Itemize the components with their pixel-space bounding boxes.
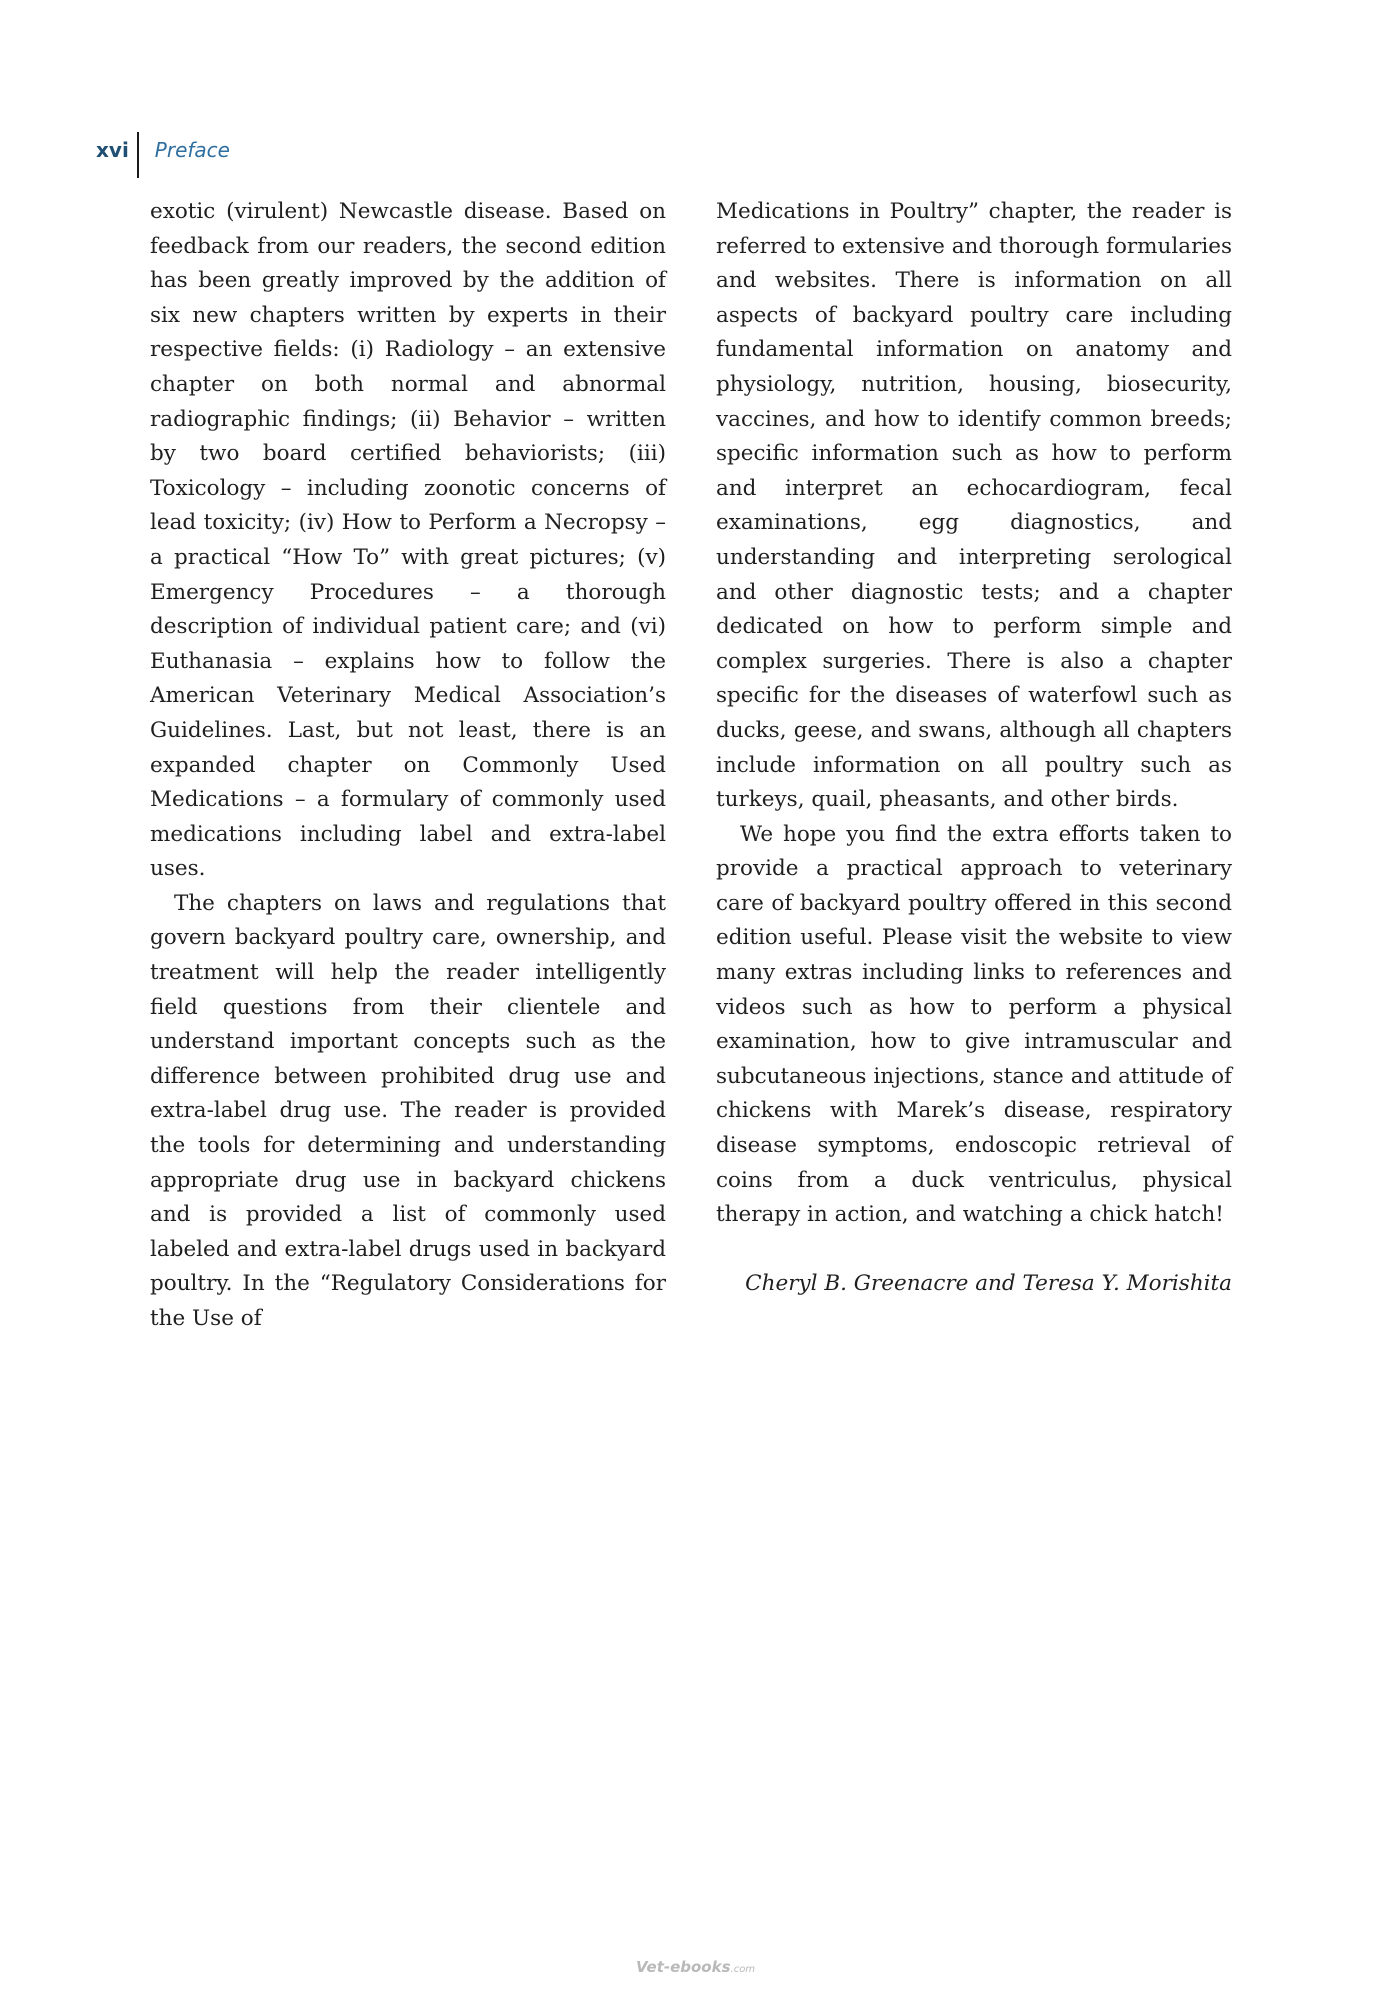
running-header [96, 132, 230, 180]
watermark-text: Vet-ebooks [636, 1958, 731, 1976]
paragraph-closing: We hope you find the extra efforts taken to provide a practical approach to veterinary care of backyard poultry offered in this second edition useful. Please visit the website to view many extras including links to references and videos such as how to perform a physical examination, how to give intramuscular and subcutaneous injections, stance and attitude of chickens with Marek’s disease, respiratory disease symptoms, endoscopic retrieval of coins from a duck ventriculus, physical therapy in action, and watching a chick hatch! [716, 821, 1232, 1228]
right-column [716, 195, 1232, 1301]
paragraph-laws-regulations: The chapters on laws and regulations that govern backyard poultry care, ownership, and treatment will help the reader intelligently field questions from their clientele and understand important concepts such as the difference between prohibited drug use and extra-label drug use. The reader is provided the tools for determining and understanding appropriate drug use in backyard chickens and is provided a list of commonly used labeled and extra-label drugs used in backyard poultry. In the “Regulatory Considerations for the Use of [150, 890, 666, 1331]
author-signature: Cheryl B. Greenacre and Teresa Y. Morishita [745, 1270, 1232, 1296]
watermark-logo [636, 1958, 755, 1976]
running-title: Preface [154, 138, 230, 162]
paragraph-formularies: Medications in Poultry” chapter, the reader is referred to extensive and thorough formularies and websites. There is information on all aspects of backyard poultry care including fundamental information on anatomy and physiology, nutrition, housing, biosecurity, vaccines, and how to identify common breeds; specific information such as how to perform and interpret an echocardiogram, fecal examinations, egg diagnostics, and understanding and interpreting serological and other diagnostic tests; and a chapter dedicated on how to perform simple and complex surgeries. There is also a chapter specific for the diseases of waterfowl such as ducks, geese, and swans, although all chapters include information on all poultry such as turkeys, quail, pheasants, and other birds. [716, 199, 1232, 813]
header-divider [137, 132, 139, 178]
page-number: xvi [96, 138, 129, 162]
watermark-suffix: .com [730, 1964, 756, 1975]
left-column [150, 195, 666, 1337]
paragraph-new-chapters: exotic (virulent) Newcastle disease. Based on feedback from our readers, the second edition has been greatly improved by the addition of six new chapters written by experts in their respective fields: (i) Radiology – an extensive chapter on both normal and abnormal radiographic findings; (ii) Behavior – written by two board certified behaviorists; (iii) Toxicology – including zoonotic concerns of lead toxicity; (iv) How to Perform a Necropsy – a practical “How To” with great pictures; (v) Emergency Procedures – a thorough description of individual patient care; and (vi) Euthanasia – explains how to follow the American Veterinary Medical Association’s Guidelines. Last, but not least, there is an expanded chapter on Commonly Used Medications – a formulary of commonly used medications including label and extra-label uses. [150, 199, 666, 882]
